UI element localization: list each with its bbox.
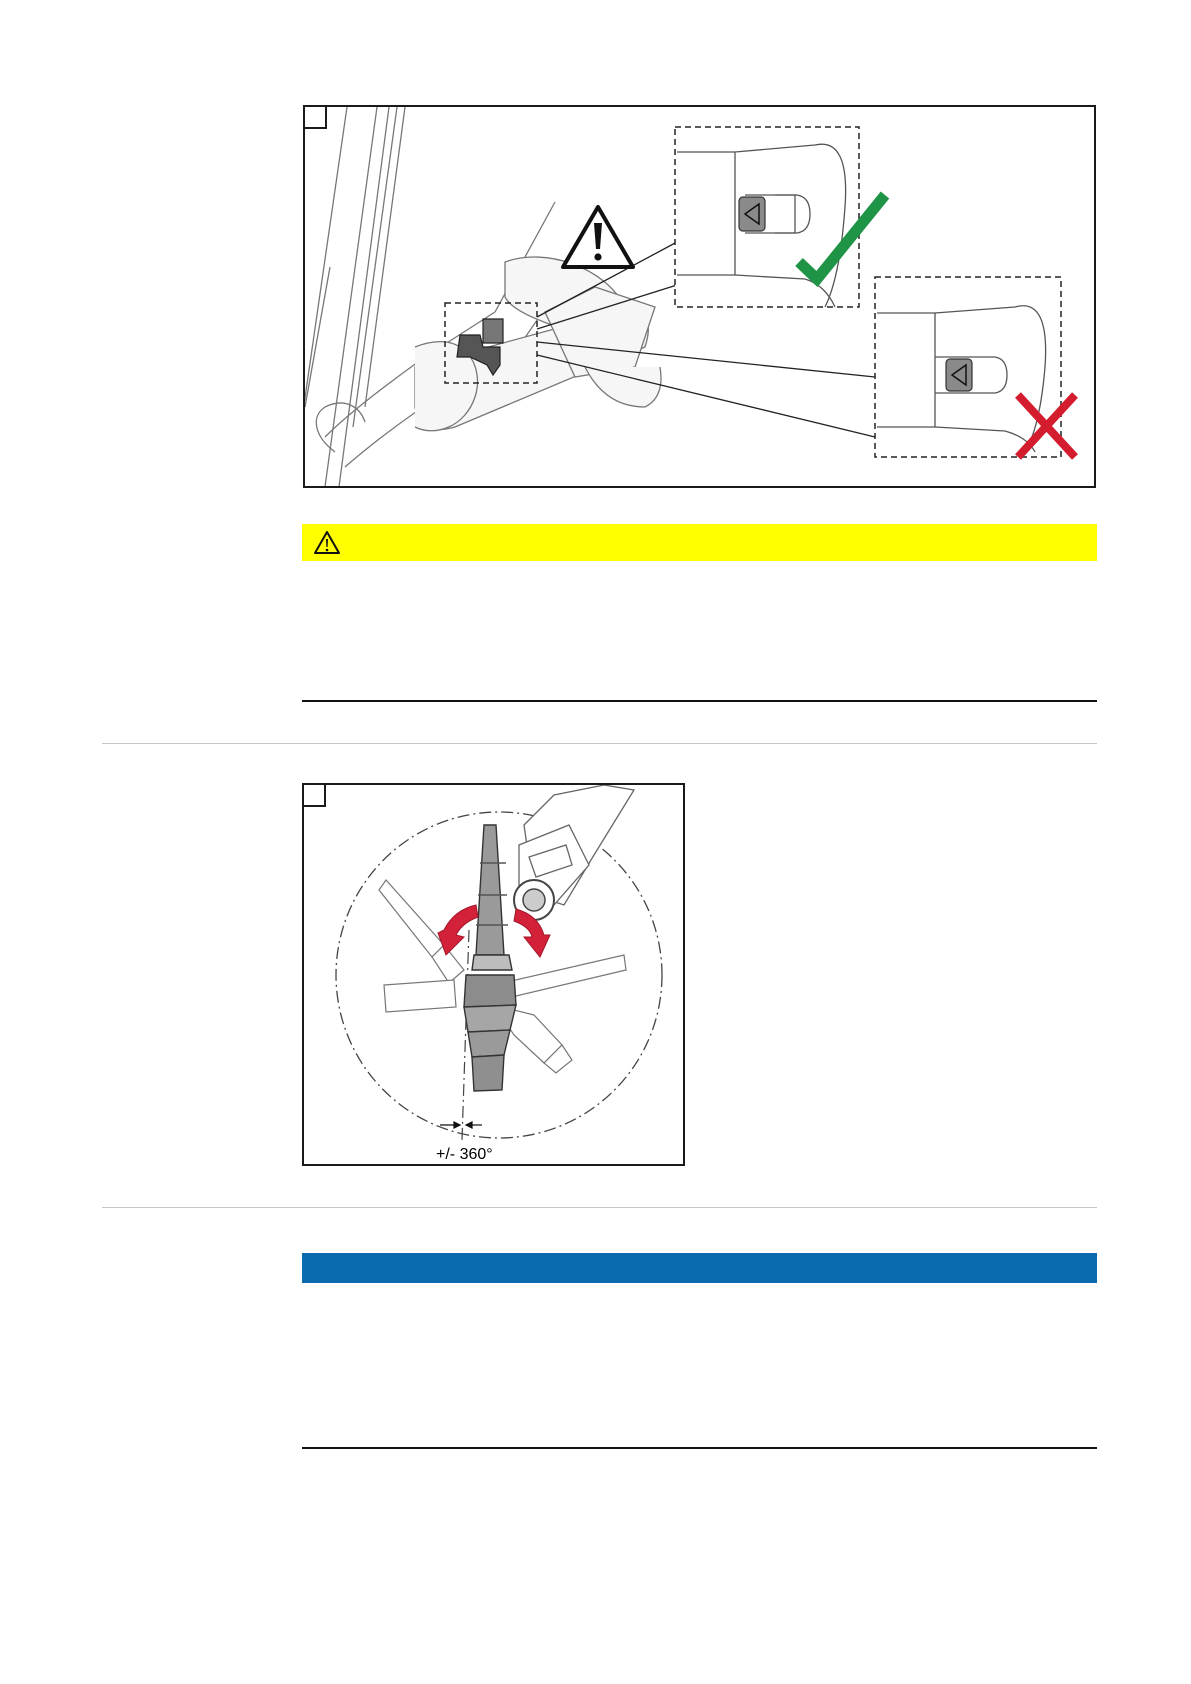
rotation-angle-label: +/- 360° xyxy=(436,1146,493,1163)
step-number-box xyxy=(305,107,327,129)
figure-2-neck-rotation xyxy=(302,783,685,1166)
section-divider xyxy=(102,743,1097,744)
note-notice-bar xyxy=(302,1253,1097,1283)
step-number-box xyxy=(304,785,326,807)
warning-triangle-icon xyxy=(563,207,633,267)
caution-notice-bar xyxy=(302,524,1097,561)
notice-end-rule xyxy=(302,700,1097,702)
figure-2-drawing xyxy=(304,785,685,1166)
figure-1-torch-lock-check xyxy=(303,105,1096,488)
warning-triangle-icon xyxy=(312,529,342,555)
section-divider xyxy=(102,1207,1097,1208)
figure-1-drawing xyxy=(305,107,1096,488)
notice-end-rule xyxy=(302,1447,1097,1449)
